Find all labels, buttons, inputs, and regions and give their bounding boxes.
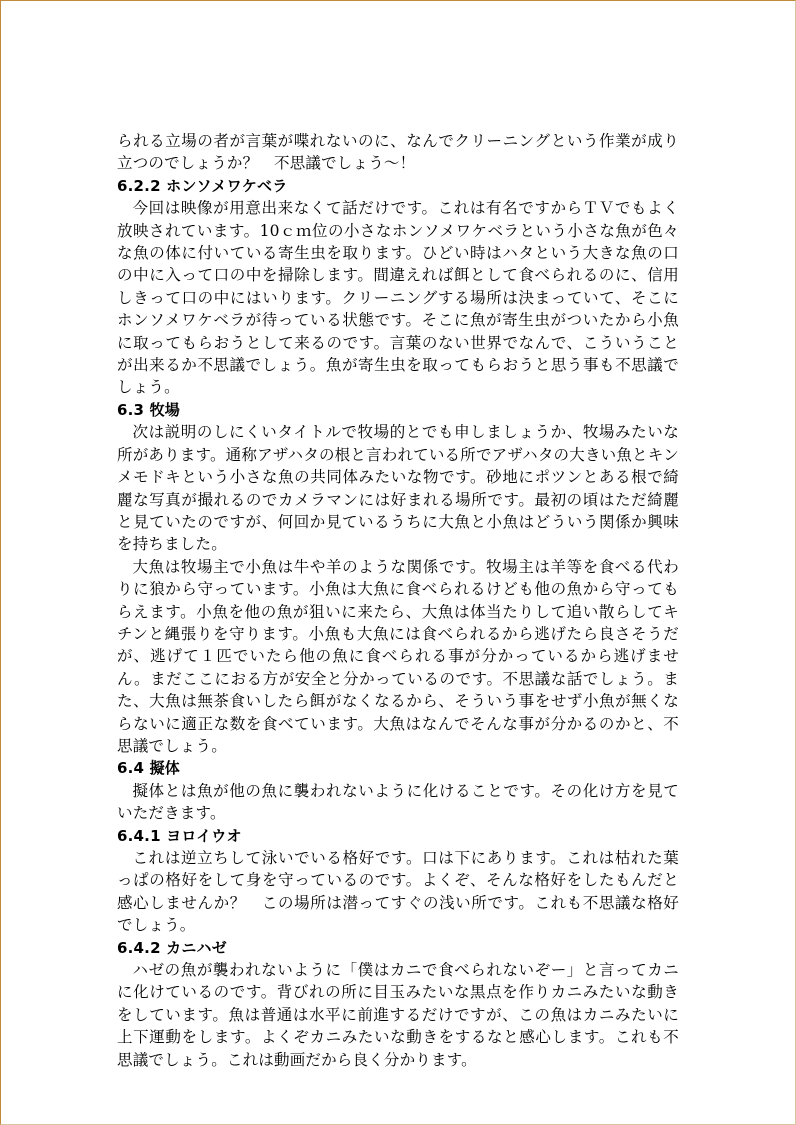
section-heading-6-2-2: 6.2.2 ホンソメワケベラ — [117, 176, 288, 195]
section-heading-6-4-1: 6.4.1 ヨロイウオ — [117, 826, 242, 845]
paragraph-gitai: 擬体とは魚が他の魚に襲われないように化けることです。その化け方を見ていただきます。 — [117, 781, 679, 823]
paragraph-bokujo-intro: 次は説明のしにくいタイトルで牧場的とでも申しましょうか、牧場みたいな所があります。通称アザハタの根と言われている所でアザハタの大きい魚とキンメモドキという小さな魚の共同体みたいな物です。砂地にポツンとある根で綺麗な写真が撮れるのでカメラマンには好まれる場所です。最初の頃はただ綺麗と見ていたのですが、何回か見ているうちに大魚と小魚はどういう関係か興味を持ちました。 — [117, 423, 679, 554]
paragraph-kanihaze: ハゼの魚が襲われないように「僕はカニで食べられないぞー」と言ってカニに化けているのです。背びれの所に目玉みたいな黒点を作りカニみたいな動きをしています。魚は普通は水平に前進するだけですが、この魚はカニみたいに上下運動をします。よくぞカニみたいな動きをするなと感心します。これも不思議でしょう。これは動画だから良く分かります。 — [117, 961, 679, 1069]
paragraph-continuation: られる立場の者が言葉が喋れないのに、なんでクリーニングという作業が成り立つのでしょうか？ 不思議でしょう〜！ — [117, 132, 679, 173]
document-body — [117, 130, 679, 1071]
paragraph-bokujo-relation: 大魚は牧場主で小魚は牛や羊のような関係です。牧場主は羊等を食べる代わりに狼から守っています。小魚は大魚に食べられるけども他の魚から守ってもらえます。小魚を他の魚が狙いに来たら、大魚は体当たりして追い散らしてキチンと縄張りを守ります。小魚も大魚には食べられるから逃げたら良さそうだが、逃げて１匹でいたら他の魚に食べられる事が分かっているから逃げません。まだここにおる方が安全と分かっているのです。不思議な話でしょう。また、大魚は無茶食いしたら餌がなくなるから、そういう事をせず小魚が無くならないに適正な数を食べています。大魚はなんでそんな事が分かるのかと、不思議でしょう。 — [117, 557, 679, 755]
section-heading-6-4-2: 6.4.2 カニハゼ — [117, 938, 227, 957]
paragraph-honsomewakebera: 今回は映像が用意出来なくて話だけです。これは有名ですからＴＶでもよく放映されています。10ｃｍ位の小さなホンソメワケベラという小さな魚が色々な魚の体に付いている寄生虫を取ります。ひどい時はハタという大きな魚の口の中に入って口の中を掃除します。間違えれば餌として食べられるのに、信用しきって口の中にはいります。クリーニングする場所は決まっていて、そこにホンソメワケベラが待っている状態です。そこに魚が寄生虫がついたから小魚に取ってもらおうとして来るのです。言葉のない世界でなんで、こういうことが出来るか不思議でしょう。魚が寄生虫を取ってもらおうと思う事も不思議でしょう。 — [117, 199, 679, 397]
paragraph-yoroiuo: これは逆立ちして泳いでいる格好です。口は下にあります。これは枯れた葉っぱの格好をして身を守っているのです。よくぞ、そんな格好をしたもんだと感心しませんか？ この場所は潜ってすぐの浅い所です。これも不思議な格好でしょう。 — [117, 849, 679, 935]
section-heading-6-3: 6.3 牧場 — [117, 400, 180, 419]
section-heading-6-4: 6.4 擬体 — [117, 759, 180, 778]
